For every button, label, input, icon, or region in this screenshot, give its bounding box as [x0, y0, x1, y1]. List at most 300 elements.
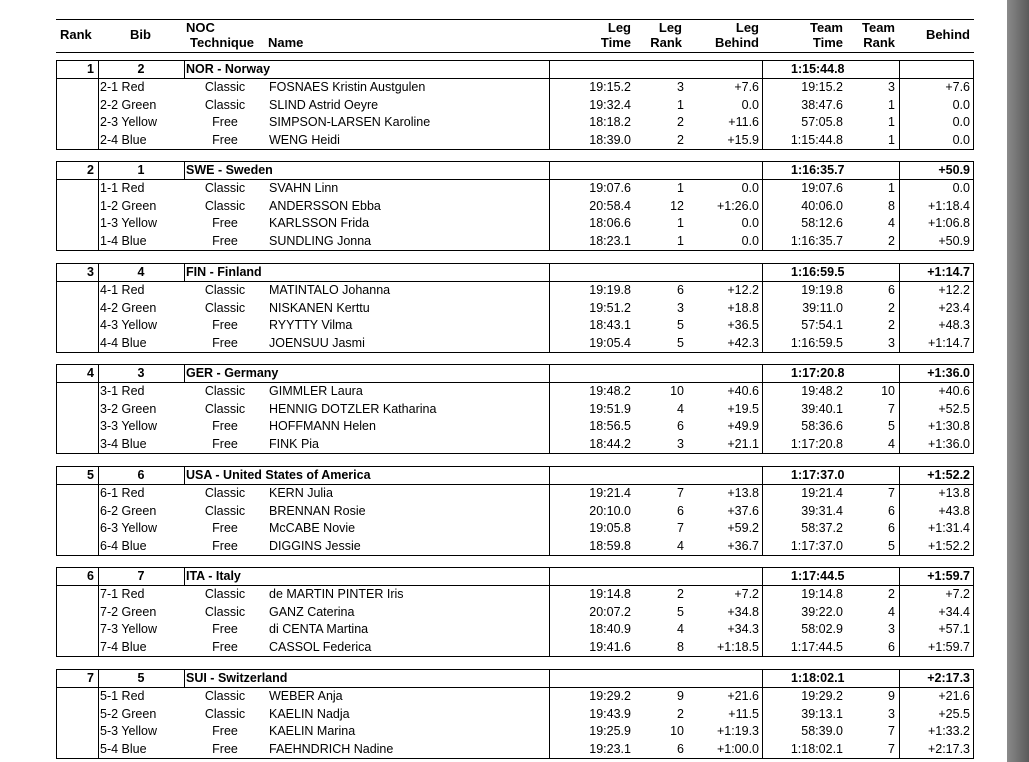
leg-technique: Free [212, 639, 238, 654]
column-divider [899, 485, 900, 555]
leg-bib: 3-2 Green [100, 401, 157, 416]
leg-row [56, 401, 974, 419]
leg-technique: Free [212, 233, 238, 248]
leg-time: 19:32.4 [589, 97, 631, 112]
athlete-name: CASSOL Federica [269, 639, 372, 654]
team-time: 58:39.0 [801, 724, 843, 738]
team-bib: 6 [137, 468, 145, 482]
leg-behind: +34.3 [727, 622, 759, 636]
leg-technique: Classic [204, 503, 246, 518]
behind: +1:14.7 [927, 335, 970, 350]
athlete-name: GIMMLER Laura [269, 384, 363, 398]
team-noc: USA - United States of America [186, 468, 371, 482]
column-divider [899, 180, 900, 250]
column-divider [899, 467, 900, 484]
leg-rank: 6 [677, 741, 684, 756]
behind: +1:52.2 [927, 538, 970, 553]
leg-behind: +21.1 [727, 436, 759, 451]
leg-behind: +1:18.5 [716, 639, 759, 654]
team-time: 19:21.4 [801, 486, 843, 500]
leg-row [56, 114, 974, 132]
leg-technique: Classic [204, 706, 246, 721]
leg-time: 19:48.2 [589, 384, 631, 398]
athlete-name: RYYTTY Vilma [269, 318, 353, 332]
leg-bib: 2-2 Green [100, 97, 157, 112]
column-divider [184, 670, 185, 687]
column-divider [98, 282, 99, 352]
leg-time: 18:43.1 [589, 318, 631, 332]
column-divider [762, 79, 763, 149]
leg-behind: +19.5 [727, 401, 759, 416]
leg-rank: 2 [677, 587, 684, 601]
leg-time: 19:25.9 [589, 724, 631, 738]
behind: +48.3 [938, 318, 970, 332]
team-time: 58:12.6 [801, 216, 843, 230]
team-rank-after-leg: 6 [888, 521, 895, 535]
leg-bib: 4-3 Yellow [100, 318, 157, 332]
leg-technique: Classic [204, 384, 246, 398]
leg-row [56, 418, 974, 436]
team-rank-after-leg: 7 [888, 486, 895, 500]
column-divider [98, 467, 99, 484]
leg-bib: 4-1 Red [100, 283, 145, 297]
leg-row [56, 688, 974, 706]
athlete-name: KERN Julia [269, 486, 333, 500]
leg-time: 19:07.6 [589, 181, 631, 195]
leg-rank: 8 [677, 639, 684, 654]
team-behind: +50.9 [938, 163, 970, 177]
header-leg-behind-line2: Behind [714, 35, 759, 50]
team-rank-after-leg: 1 [888, 181, 895, 195]
leg-bib: 3-4 Blue [100, 436, 147, 451]
athlete-name: WENG Heidi [269, 132, 340, 147]
leg-rows [56, 180, 974, 251]
header-team-rank-line1: Team [862, 20, 895, 35]
column-divider [899, 670, 900, 687]
athlete-name: SLIND Astrid Oeyre [269, 97, 379, 112]
team-time: 1:17:20.8 [790, 436, 843, 451]
team-block [56, 364, 974, 454]
column-divider [762, 467, 763, 484]
team-rank: 7 [87, 671, 94, 685]
leg-time: 19:05.8 [589, 521, 631, 535]
team-bib: 4 [137, 265, 145, 279]
team-rank-after-leg: 5 [888, 538, 895, 553]
leg-rows [56, 586, 974, 657]
team-total-time: 1:16:35.7 [791, 163, 845, 177]
column-divider [549, 365, 550, 382]
team-behind: +1:59.7 [927, 569, 970, 583]
leg-bib: 7-2 Green [100, 604, 157, 619]
leg-technique: Classic [204, 97, 246, 112]
behind: +34.4 [938, 604, 970, 619]
leg-row [56, 79, 974, 97]
team-rank-after-leg: 6 [888, 283, 895, 297]
leg-technique: Classic [204, 283, 246, 297]
column-divider [762, 282, 763, 352]
column-divider [899, 61, 900, 78]
leg-behind: +13.8 [727, 486, 759, 500]
leg-time: 18:59.8 [589, 538, 631, 553]
team-rank: 1 [87, 62, 94, 76]
leg-row [56, 436, 974, 454]
leg-row [56, 233, 974, 251]
behind: +1:06.8 [927, 216, 970, 230]
team-total-time: 1:17:37.0 [791, 468, 845, 482]
leg-technique: Free [212, 318, 238, 332]
athlete-name: SVAHN Linn [269, 181, 339, 195]
header-noc: NOC [186, 20, 215, 35]
leg-time: 18:06.6 [589, 216, 631, 230]
team-time: 1:17:37.0 [790, 538, 843, 553]
team-rank: 6 [87, 569, 94, 583]
behind: +12.2 [938, 283, 970, 297]
leg-row [56, 198, 974, 216]
header-leg-rank-line1: Leg [658, 20, 682, 35]
leg-rank: 4 [677, 622, 684, 636]
leg-behind: +36.7 [727, 538, 759, 553]
team-time: 1:16:59.5 [790, 335, 843, 350]
leg-rows [56, 383, 974, 454]
team-rank-after-leg: 7 [888, 724, 895, 738]
team-bib: 2 [137, 62, 145, 76]
leg-behind: +12.2 [727, 283, 759, 297]
leg-row [56, 520, 974, 538]
team-bib: 3 [137, 366, 145, 380]
leg-technique: Free [212, 741, 238, 756]
column-divider [899, 568, 900, 585]
athlete-name: KAELIN Marina [269, 724, 356, 738]
leg-bib: 5-1 Red [100, 689, 145, 703]
team-time: 19:48.2 [801, 384, 843, 398]
column-divider [549, 467, 550, 484]
team-total-time: 1:18:02.1 [791, 671, 845, 685]
leg-technique: Classic [204, 689, 246, 703]
column-divider [549, 485, 550, 555]
leg-row [56, 97, 974, 115]
behind: +7.6 [945, 80, 970, 94]
team-noc: SWE - Sweden [186, 163, 273, 177]
leg-row [56, 335, 974, 353]
column-divider [549, 568, 550, 585]
column-divider [549, 688, 550, 758]
leg-row [56, 282, 974, 300]
leg-time: 19:23.1 [589, 741, 631, 756]
team-time: 58:37.2 [801, 521, 843, 535]
leg-rows [56, 688, 974, 759]
team-block [56, 263, 974, 353]
team-noc: GER - Germany [186, 366, 279, 380]
leg-behind: +7.6 [734, 80, 759, 94]
leg-behind: +15.9 [727, 132, 759, 147]
team-rank-after-leg: 7 [888, 741, 895, 756]
team-rank: 3 [87, 265, 94, 279]
leg-behind: +34.8 [727, 604, 759, 619]
team-time: 19:15.2 [801, 80, 843, 94]
leg-behind: +21.6 [727, 689, 759, 703]
behind: +1:33.2 [927, 724, 970, 738]
column-divider [899, 586, 900, 656]
team-total-time: 1:17:20.8 [791, 366, 845, 380]
column-divider [549, 586, 550, 656]
column-divider [762, 586, 763, 656]
column-divider [549, 383, 550, 453]
behind: +25.5 [938, 706, 970, 721]
column-divider [184, 61, 185, 78]
behind: +1:36.0 [927, 436, 970, 451]
header-technique: Technique [190, 35, 255, 50]
leg-rank: 1 [677, 216, 684, 230]
leg-time: 19:29.2 [589, 689, 631, 703]
leg-rank: 2 [677, 706, 684, 721]
leg-bib: 1-1 Red [100, 181, 145, 195]
team-row [56, 60, 974, 79]
team-rank-after-leg: 4 [888, 216, 895, 230]
column-divider [762, 670, 763, 687]
header-team-time-line2: Time [812, 35, 843, 50]
team-block [56, 567, 974, 657]
athlete-name: FOSNAES Kristin Austgulen [269, 80, 426, 94]
column-divider [184, 365, 185, 382]
leg-rank: 2 [677, 132, 684, 147]
team-time: 58:36.6 [801, 419, 843, 433]
team-rank-after-leg: 2 [888, 318, 895, 332]
team-time: 19:19.8 [801, 283, 843, 297]
leg-technique: Free [212, 115, 238, 129]
leg-bib: 2-3 Yellow [100, 115, 157, 129]
leg-behind: +1:00.0 [716, 741, 759, 756]
leg-behind: +36.5 [727, 318, 759, 332]
behind: +1:31.4 [927, 521, 970, 535]
leg-time: 18:44.2 [589, 436, 631, 451]
leg-bib: 1-4 Blue [100, 233, 147, 248]
leg-behind: +1:19.3 [716, 724, 759, 738]
team-rank: 5 [87, 468, 94, 482]
leg-behind: +11.5 [728, 706, 759, 721]
leg-rank: 3 [677, 436, 684, 451]
leg-time: 18:23.1 [589, 233, 631, 248]
column-divider [899, 162, 900, 179]
column-divider [549, 61, 550, 78]
team-total-time: 1:16:59.5 [791, 265, 845, 279]
leg-behind: +49.9 [727, 419, 759, 433]
team-time: 1:18:02.1 [790, 741, 843, 756]
team-rank-after-leg: 3 [888, 706, 895, 721]
team-behind: +1:14.7 [927, 265, 970, 279]
team-time: 38:47.6 [801, 97, 843, 112]
leg-rank: 1 [677, 97, 684, 112]
athlete-name: de MARTIN PINTER Iris [269, 587, 404, 601]
athlete-name: ANDERSSON Ebba [269, 198, 381, 213]
leg-rank: 1 [677, 233, 684, 248]
leg-bib: 3-1 Red [100, 384, 145, 398]
leg-row [56, 300, 974, 318]
team-time: 39:22.0 [801, 604, 843, 619]
leg-bib: 6-1 Red [100, 486, 145, 500]
leg-technique: Classic [204, 604, 246, 619]
column-divider [184, 467, 185, 484]
leg-row [56, 604, 974, 622]
column-divider [899, 688, 900, 758]
team-time: 39:40.1 [801, 401, 843, 416]
leg-technique: Free [212, 724, 238, 738]
leg-behind: 0.0 [741, 233, 759, 248]
leg-technique: Free [212, 419, 238, 433]
leg-row [56, 621, 974, 639]
athlete-name: NISKANEN Kerttu [269, 300, 370, 315]
behind: +23.4 [938, 300, 970, 315]
team-time: 58:02.9 [801, 622, 843, 636]
leg-row [56, 706, 974, 724]
column-divider [762, 365, 763, 382]
behind: 0.0 [952, 181, 970, 195]
team-time: 39:31.4 [801, 503, 843, 518]
team-noc: SUI - Switzerland [186, 671, 288, 685]
team-rank-after-leg: 10 [881, 384, 895, 398]
team-rank-after-leg: 2 [888, 300, 895, 315]
behind: 0.0 [952, 132, 970, 147]
leg-row [56, 741, 974, 759]
athlete-name: DIGGINS Jessie [269, 538, 361, 553]
team-rank-after-leg: 3 [888, 622, 895, 636]
behind: +43.8 [938, 503, 970, 518]
column-divider [184, 264, 185, 281]
team-block [56, 669, 974, 759]
behind: +1:30.8 [927, 419, 970, 433]
athlete-name: HOFFMANN Helen [269, 419, 376, 433]
athlete-name: McCABE Novie [269, 521, 356, 535]
team-block [56, 60, 974, 150]
leg-bib: 3-3 Yellow [100, 419, 157, 433]
leg-technique: Free [212, 622, 238, 636]
team-rank-after-leg: 3 [888, 335, 895, 350]
leg-row [56, 485, 974, 503]
leg-rank: 6 [677, 283, 684, 297]
leg-rank: 10 [670, 384, 684, 398]
team-rank-after-leg: 9 [888, 689, 895, 703]
leg-time: 19:14.8 [589, 587, 631, 601]
team-bib: 1 [137, 163, 145, 177]
athlete-name: FAEHNDRICH Nadine [269, 741, 394, 756]
column-divider [762, 180, 763, 250]
leg-row [56, 317, 974, 335]
team-bib: 5 [137, 671, 145, 685]
athlete-name: HENNIG DOTZLER Katharina [269, 401, 437, 416]
behind: +2:17.3 [927, 741, 970, 756]
leg-bib: 7-3 Yellow [100, 622, 157, 636]
leg-row [56, 538, 974, 556]
column-divider [762, 162, 763, 179]
leg-row [56, 215, 974, 233]
leg-technique: Free [212, 216, 238, 230]
header-bib: Bib [130, 27, 151, 42]
leg-bib: 1-2 Green [100, 198, 157, 213]
team-noc: NOR - Norway [186, 62, 271, 76]
leg-technique: Classic [204, 587, 246, 601]
leg-behind: +37.6 [727, 503, 759, 518]
leg-time: 19:51.2 [589, 300, 631, 315]
column-divider [98, 61, 99, 78]
leg-bib: 6-2 Green [100, 503, 157, 518]
leg-time: 19:43.9 [589, 706, 631, 721]
team-time: 57:54.1 [801, 318, 843, 332]
team-behind: +2:17.3 [927, 671, 970, 685]
team-noc: ITA - Italy [186, 569, 241, 583]
leg-time: 18:56.5 [589, 419, 631, 433]
leg-rank: 5 [677, 604, 684, 619]
leg-behind: +42.3 [727, 335, 759, 350]
team-time: 57:05.8 [801, 115, 843, 129]
column-divider [98, 79, 99, 149]
team-row [56, 161, 974, 180]
header-leg-time-line1: Leg [607, 20, 631, 35]
leg-rank: 4 [677, 538, 684, 553]
leg-bib: 1-3 Yellow [100, 216, 157, 230]
leg-behind: 0.0 [741, 97, 759, 112]
leg-rank: 7 [677, 486, 684, 500]
column-divider [98, 162, 99, 179]
column-divider [762, 383, 763, 453]
leg-rank: 6 [677, 419, 684, 433]
team-row [56, 669, 974, 688]
leg-technique: Classic [204, 486, 246, 500]
leg-rank: 4 [677, 401, 684, 416]
header-leg-rank-line2: Rank [650, 35, 682, 50]
athlete-name: di CENTA Martina [269, 622, 369, 636]
leg-behind: +40.6 [727, 384, 759, 398]
team-total-time: 1:15:44.8 [791, 62, 845, 76]
leg-row [56, 723, 974, 741]
team-rank-after-leg: 1 [888, 132, 895, 147]
column-divider [762, 485, 763, 555]
viewer-background [1007, 0, 1029, 762]
athlete-name: FINK Pia [269, 436, 320, 451]
leg-time: 20:10.0 [589, 503, 631, 518]
leg-time: 18:18.2 [589, 115, 631, 129]
leg-bib: 5-3 Yellow [100, 724, 157, 738]
leg-rank: 3 [677, 80, 684, 94]
athlete-name: KARLSSON Frida [269, 216, 370, 230]
leg-behind: 0.0 [741, 181, 759, 195]
column-divider [549, 670, 550, 687]
team-time: 19:29.2 [801, 689, 843, 703]
team-block [56, 161, 974, 251]
leg-rank: 12 [670, 198, 684, 213]
leg-row [56, 132, 974, 150]
column-divider [98, 264, 99, 281]
leg-bib: 5-2 Green [100, 706, 157, 721]
team-time: 40:06.0 [801, 198, 843, 213]
leg-time: 19:05.4 [589, 335, 631, 350]
leg-technique: Classic [204, 181, 246, 195]
leg-technique: Classic [204, 300, 246, 315]
leg-technique: Free [212, 521, 238, 535]
leg-technique: Classic [204, 198, 246, 213]
behind: +1:18.4 [927, 198, 970, 213]
column-divider [98, 568, 99, 585]
team-row [56, 466, 974, 485]
athlete-name: SIMPSON-LARSEN Karoline [269, 115, 431, 129]
column-divider [549, 264, 550, 281]
team-time: 1:15:44.8 [790, 132, 843, 147]
team-block [56, 466, 974, 556]
leg-row [56, 639, 974, 657]
column-divider [899, 365, 900, 382]
team-rank-after-leg: 2 [888, 233, 895, 248]
column-divider [899, 264, 900, 281]
team-rank-after-leg: 2 [888, 587, 895, 601]
leg-time: 18:39.0 [589, 132, 631, 147]
